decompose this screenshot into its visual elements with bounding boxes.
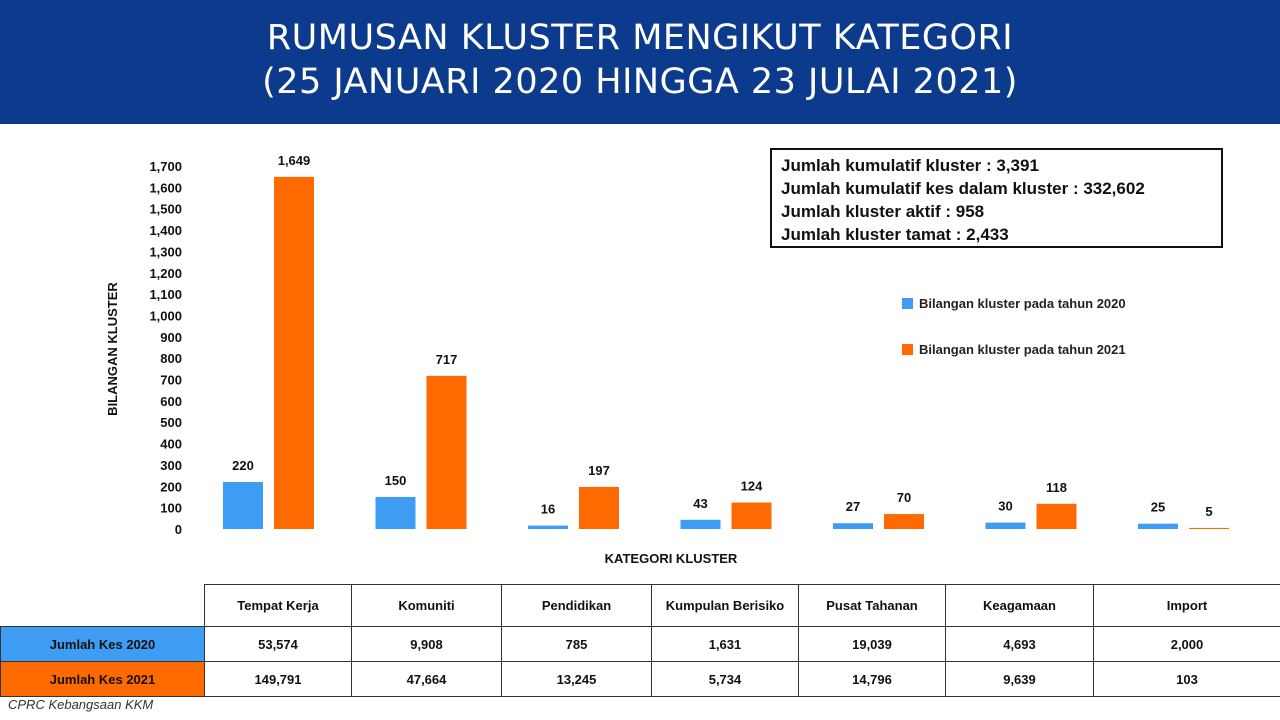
y-tick-label: 1,600 bbox=[149, 180, 182, 196]
table-corner bbox=[1, 585, 205, 627]
bar-value-label: 30 bbox=[998, 498, 1013, 514]
bar-value-label: 5 bbox=[1205, 503, 1213, 519]
header-banner bbox=[0, 0, 1280, 124]
y-tick-label: 0 bbox=[174, 522, 182, 537]
y-tick-label: 1,700 bbox=[149, 159, 182, 174]
table-cell: 103 bbox=[1094, 662, 1280, 697]
table-cell: 4,693 bbox=[946, 627, 1094, 662]
page-title-line1: RUMUSAN KLUSTER MENGIKUT KATEGORI bbox=[266, 18, 1014, 58]
bar-value-label: 27 bbox=[845, 499, 861, 515]
bar-value-label: 197 bbox=[588, 462, 610, 478]
y-tick-label: 1,300 bbox=[149, 244, 182, 260]
bar-2020 bbox=[376, 497, 416, 529]
bar-value-label: 43 bbox=[693, 495, 708, 511]
table-cell: 9,908 bbox=[352, 627, 502, 662]
bar-value-label: 1,649 bbox=[277, 152, 311, 168]
bar-2021 bbox=[1037, 504, 1077, 529]
summary-cumulative-cases: Jumlah kumulatif kes dalam kluster : 332,602 bbox=[781, 179, 1145, 198]
bar-value-label: 118 bbox=[1046, 479, 1067, 495]
summary-box bbox=[770, 148, 1223, 248]
table-cell: 19,039 bbox=[799, 627, 946, 662]
y-tick-label: 1,500 bbox=[149, 201, 182, 217]
legend-swatch-2020 bbox=[902, 298, 913, 309]
table-cell: 1,631 bbox=[652, 627, 799, 662]
table-row-label-2021: Jumlah Kes 2021 bbox=[1, 662, 205, 697]
bar-2021 bbox=[1189, 528, 1229, 529]
table-header-cell: Tempat Kerja bbox=[205, 585, 352, 627]
table-row bbox=[1, 662, 1280, 697]
page-title-line2: (25 JANUARI 2020 HINGGA 23 JULAI 2021) bbox=[262, 62, 1018, 102]
y-tick-label: 600 bbox=[160, 393, 182, 409]
table-cell: 14,796 bbox=[799, 662, 946, 697]
bar-2020 bbox=[986, 523, 1026, 529]
table-cell: 2,000 bbox=[1094, 627, 1280, 662]
bar-value-label: 124 bbox=[740, 478, 763, 494]
bar-value-label: 70 bbox=[896, 490, 912, 506]
bar-value-label: 717 bbox=[435, 351, 458, 367]
legend-label-2021: Bilangan kluster pada tahun 2021 bbox=[919, 342, 1126, 357]
y-tick-label: 1,000 bbox=[149, 308, 182, 324]
legend-item-2021 bbox=[902, 342, 1126, 357]
bar-value-label: 16 bbox=[540, 501, 556, 517]
table-cell: 13,245 bbox=[502, 662, 652, 697]
table-cell: 47,664 bbox=[352, 662, 502, 697]
bar-2020 bbox=[833, 523, 873, 529]
table-header-cell: Komuniti bbox=[352, 585, 502, 627]
y-tick-label: 100 bbox=[160, 500, 182, 516]
y-tick-label: 1,400 bbox=[149, 223, 182, 239]
table-header-cell: Kumpulan Berisiko bbox=[652, 585, 799, 627]
table-cell: 149,791 bbox=[205, 662, 352, 697]
y-tick-label: 300 bbox=[160, 457, 182, 473]
table-header-row bbox=[1, 585, 1280, 627]
table-header-cell: Pusat Tahanan bbox=[799, 585, 946, 627]
bar-2020 bbox=[1138, 524, 1178, 529]
x-axis-label: KATEGORI KLUSTER bbox=[604, 551, 738, 566]
y-tick-label: 900 bbox=[160, 329, 182, 345]
bar-2020 bbox=[681, 520, 721, 529]
y-tick-label: 500 bbox=[160, 415, 182, 431]
bar-2021 bbox=[579, 487, 619, 529]
table-cell: 53,574 bbox=[205, 627, 352, 662]
y-tick-label: 800 bbox=[160, 351, 182, 367]
table-cell: 785 bbox=[502, 627, 652, 662]
cases-table bbox=[0, 584, 1280, 697]
bar-2021 bbox=[427, 376, 467, 529]
table-cell: 5,734 bbox=[652, 662, 799, 697]
y-tick-label: 200 bbox=[160, 479, 182, 495]
bar-2021 bbox=[274, 177, 314, 529]
bar-2020 bbox=[223, 482, 263, 529]
bar-value-label: 220 bbox=[232, 458, 254, 474]
legend-label-2020: Bilangan kluster pada tahun 2020 bbox=[919, 296, 1126, 311]
bar-2021 bbox=[732, 503, 772, 529]
y-axis-label: BILANGAN KLUSTER bbox=[105, 282, 120, 416]
y-tick-label: 1,200 bbox=[149, 265, 182, 281]
legend-swatch-2021 bbox=[902, 344, 913, 355]
bar-2020 bbox=[528, 526, 568, 529]
table-header-cell: Pendidikan bbox=[502, 585, 652, 627]
source-credit: CPRC Kebangsaan KKM bbox=[8, 697, 154, 712]
bar-value-label: 150 bbox=[384, 472, 407, 488]
table-header-cell: Keagamaan bbox=[946, 585, 1094, 627]
y-tick-label: 1,100 bbox=[149, 287, 182, 303]
y-tick-label: 700 bbox=[160, 372, 182, 388]
y-tick-label: 400 bbox=[160, 436, 182, 452]
summary-cumulative-clusters: Jumlah kumulatif kluster : 3,391 bbox=[781, 156, 1039, 175]
table-row bbox=[1, 627, 1280, 662]
legend-item-2020 bbox=[902, 296, 1126, 311]
table-cell: 9,639 bbox=[946, 662, 1094, 697]
table-row-label-2020: Jumlah Kes 2020 bbox=[1, 627, 205, 662]
bar-value-label: 25 bbox=[1150, 499, 1166, 515]
summary-active-clusters: Jumlah kluster aktif : 958 bbox=[781, 202, 985, 221]
bar-2021 bbox=[884, 514, 924, 529]
summary-ended-clusters: Jumlah kluster tamat : 2,433 bbox=[781, 225, 1009, 244]
table-header-cell: Import bbox=[1094, 585, 1280, 627]
